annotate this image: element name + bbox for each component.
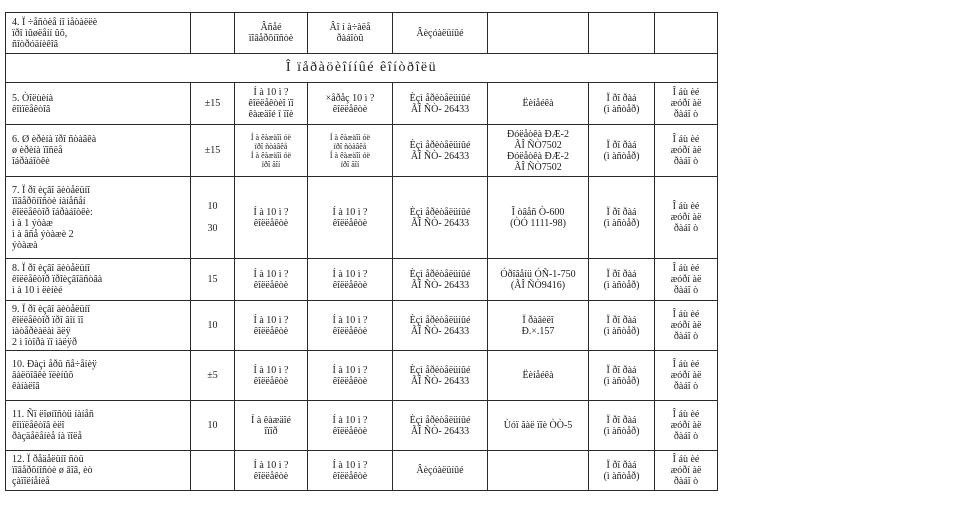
executor-cell: Ï ðî ðàá (ì àñòåð) (589, 401, 655, 451)
table-row (6, 177, 718, 259)
executor-cell: Ï ðî ðàá (ì àñòåð) (589, 301, 655, 351)
control-method-cell: Èçì åðèòåëüíûé ÃÎ ÑÒ- 26433 (393, 259, 488, 301)
tolerance-cell: 10 (191, 301, 235, 351)
journal-cell: Î áù èé æóðí àë ðàáî ò (655, 83, 718, 125)
executor-cell: Ï ðî ðàá (ì àñòåð) (589, 83, 655, 125)
executor-cell: Ï ðî ðàá (ì àñòåð) (589, 177, 655, 259)
table-row (6, 259, 718, 301)
journal-cell: Î áù èé æóðí àë ðàáî ò (655, 351, 718, 401)
control-volume-cell: Í à 10 ì ? êîëëåêòè (308, 301, 393, 351)
fixation-cell: Í à 10 ì ? êîëëåêòèî ïî êàæäîé î ïîè (235, 83, 308, 125)
table-row (6, 401, 718, 451)
instrument-cell: Ðóëåòêà ÐÆ-2 ÃÎ ÑÒ7502 Ðóëåòêà ÐÆ-2 ÃÎ ÑÒ7502 (488, 125, 589, 177)
control-method-cell: Èçì åðèòåëüíûé ÃÎ ÑÒ- 26433 (393, 301, 488, 351)
section-title: Î ïåðàöèîííûé êîíòðîëü (6, 54, 718, 83)
table-row (6, 125, 718, 177)
control-volume-cell: Í à 10 ì ? êîëëåêòè (308, 351, 393, 401)
table-row (6, 83, 718, 125)
fixation-cell: Í à 10 ì ? êîëëåêòè (235, 351, 308, 401)
control-volume-cell: Í à 10 ì ? êîëëåêòè (308, 177, 393, 259)
control-volume-cell: Í à êàæäîì óë ïðî ñòàâêå Í à êàæäîì óë ïðî ãîí (308, 125, 393, 177)
fixation-cell: Í à 10 ì ? êîëëåêòè (235, 259, 308, 301)
control-volume-cell: ×åðåç 10 ì ? êîëëåêòè (308, 83, 393, 125)
instrument-cell (488, 13, 589, 54)
table-row (6, 451, 718, 491)
tolerance-cell: 10 30 (191, 177, 235, 259)
executor-cell: Ï ðî ðàá (ì àñòåð) (589, 259, 655, 301)
control-method-cell: Èçì åðèòåëüíûé ÃÎ ÑÒ- 26433 (393, 351, 488, 401)
journal-cell: Î áù èé æóðí àë ðàáî ò (655, 301, 718, 351)
control-volume-cell: Í à 10 ì ? êîëëåêòè (308, 259, 393, 301)
control-volume-cell: Âî í à÷àëå ðàáîòû (308, 13, 393, 54)
instrument-cell: Ùóï ãàë ïîè ÒÒ-5 (488, 401, 589, 451)
instrument-cell: Ï ðàâèëî Ð.×.157 (488, 301, 589, 351)
fixation-cell: Í à êàæäîì óë ïðî ñòàâêå Í à êàæäîì óë ïðî ãîí (235, 125, 308, 177)
journal-cell: Î áù èé æóðí àë ðàáî ò (655, 177, 718, 259)
control-volume-cell: Í à 10 ì ? êîëëåêòè (308, 401, 393, 451)
journal-cell: Î áù èé æóðí àë ðàáî ò (655, 401, 718, 451)
control-method-cell: Èçì åðèòåëüíûé ÃÎ ÑÒ- 26433 (393, 177, 488, 259)
executor-cell (589, 13, 655, 54)
control-volume-cell: Í à 10 ì ? êîëëåêòè (308, 451, 393, 491)
fixation-cell: Í à 10 ì ? êîëëåêòè (235, 177, 308, 259)
instrument-cell: Î òâåñ Ò-600 (ÒÓ 1111-98) (488, 177, 589, 259)
executor-cell: Ï ðî ðàá (ì àñòåð) (589, 351, 655, 401)
journal-cell: Î áù èé æóðí àë ðàáî ò (655, 125, 718, 177)
work-name-cell: 11. Ñï ëîøíîñòü íàíåñ êîìïëåêòîâ èëî ðàçäåëåíèå íà ïîëå (6, 401, 191, 451)
instrument-cell: Ëèíåéêà (488, 351, 589, 401)
fixation-cell: Í à 10 ì ? êîëëåêòè (235, 301, 308, 351)
tolerance-cell: ±5 (191, 351, 235, 401)
tolerance-cell: 10 (191, 401, 235, 451)
work-name-cell: 9. Ï ðî èçâî äèòåëüíî êîëëåêòîð ïðî ãîí ïî ìàòåðèàëàì äëÿ 2 ì îòîðà ïî ìàëÿð (6, 301, 191, 351)
work-name-cell: 12. Ï ðåäåëüíî ñòü ïîâåðõíîñòè ø âîâ, èò çàïîëíåíèå (6, 451, 191, 491)
table-row (6, 351, 718, 401)
journal-cell (655, 13, 718, 54)
executor-cell: Ï ðî ðàá (ì àñòåð) (589, 451, 655, 491)
instrument-cell: Ëèíåéêà (488, 83, 589, 125)
work-name-cell: 6. Ø èðèíà ïðî ñòàâêà ø èðèíà ïîñëå îáðàáîòêè (6, 125, 191, 177)
control-table (5, 12, 718, 491)
fixation-cell: Í à êàæäîé îïîð (235, 401, 308, 451)
control-method-cell: Èçì åðèòåëüíûé ÃÎ ÑÒ- 26433 (393, 83, 488, 125)
fixation-cell: Í à 10 ì ? êîëëåêòè (235, 451, 308, 491)
control-method-cell: Èçì åðèòåëüíûé ÃÎ ÑÒ- 26433 (393, 125, 488, 177)
journal-cell: Î áù èé æóðí àë ðàáî ò (655, 259, 718, 301)
tolerance-cell (191, 451, 235, 491)
instrument-cell (488, 451, 589, 491)
executor-cell: Ï ðî ðàá (ì àñòåð) (589, 125, 655, 177)
work-name-cell: 5. Òîëùèíà êîìïëåêòîâ (6, 83, 191, 125)
work-name-cell: 10. Ðàçì åðû ñå÷åíèÿ âàëöîâêè ïëèíûõ êàíàëîâ (6, 351, 191, 401)
instrument-cell: Óðîâåíü ÓÑ-1-750 (ÃÎ ÑÒ9416) (488, 259, 589, 301)
tolerance-cell: ±15 (191, 125, 235, 177)
fixation-cell: Âñåé ïîâåðõíîñòè (235, 13, 308, 54)
control-method-cell: Âèçóàëüíûé (393, 13, 488, 54)
tolerance-cell (191, 13, 235, 54)
work-name-cell: 7. Ï ðî èçâî äèòåëüíî ïîâåðõíîñòè íàíåñåí êîëëåêòîð îáðàáîòêè: ì à 1 ýòàæ ì à âñå ýòàæè 2 ýòàæà (6, 177, 191, 259)
journal-cell: Î áù èé æóðí àë ðàáî ò (655, 451, 718, 491)
work-name-cell: 8. Ï ðî èçâî äèòåëüíî êîëëåêòîð ïðîèçâîäñòâà ì à 10 ì ëèíèé (6, 259, 191, 301)
table-row (6, 301, 718, 351)
work-name-cell: 4. Ï ÷åñòèå íî ìåòàëëè ïðî ìûøëåíí ûõ, ñîòðóäíèêîâ (6, 13, 191, 54)
control-method-cell: Âèçóàëüíûé (393, 451, 488, 491)
section-row (6, 54, 718, 83)
tolerance-cell: 15 (191, 259, 235, 301)
tolerance-cell: ±15 (191, 83, 235, 125)
control-method-cell: Èçì åðèòåëüíûé ÃÎ ÑÒ- 26433 (393, 401, 488, 451)
table-row (6, 13, 718, 54)
